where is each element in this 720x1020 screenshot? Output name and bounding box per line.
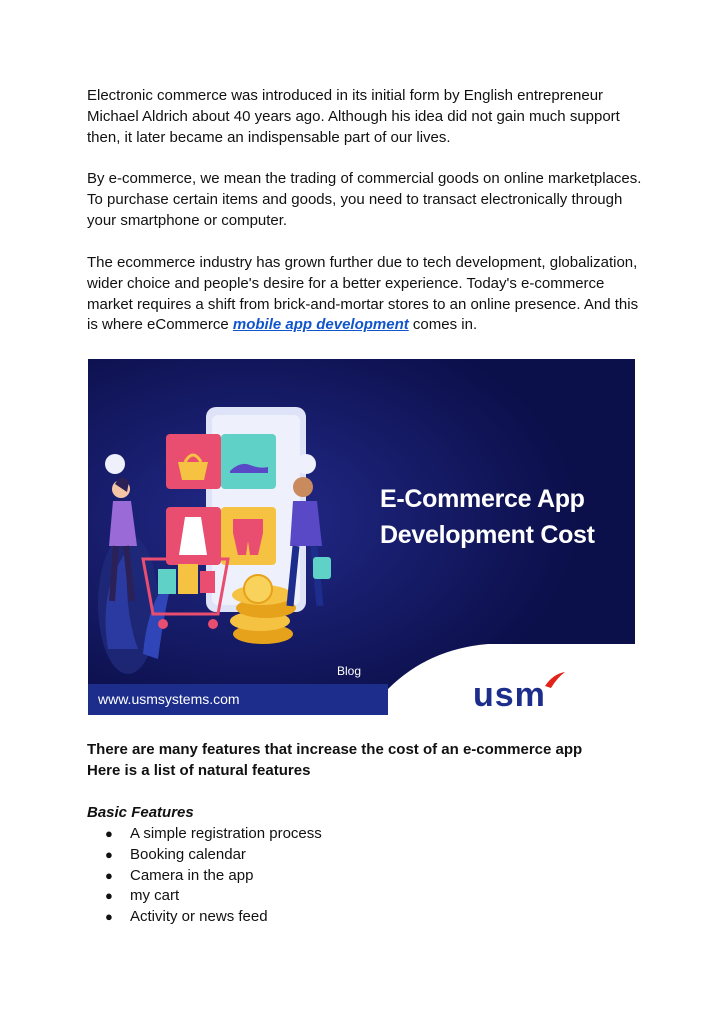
bullet-icon: ●	[105, 888, 113, 904]
feature-label: A simple registration process	[130, 825, 322, 842]
paragraph-definition: By e-commerce, we mean the trading of commercial goods on online marketplaces. To purchase certain items and goods, you need to transact electronically through your smartphone or computer.	[87, 170, 642, 229]
usm-logo	[473, 672, 583, 712]
intro-paragraph	[87, 86, 647, 148]
paragraph-industry-tail: comes in.	[408, 316, 478, 334]
definition-paragraph	[87, 169, 647, 231]
list-item	[105, 824, 322, 845]
features-heading-line-1: There are many features that increase the cost of an e-commerce app	[87, 741, 583, 758]
list-item	[105, 886, 322, 907]
bullet-icon: ●	[105, 867, 113, 883]
industry-paragraph	[87, 253, 647, 336]
features-heading-line-2: Here is a list of natural features	[87, 761, 311, 779]
website-url: www.usmsystems.com	[98, 691, 240, 707]
list-item	[105, 845, 322, 866]
basic-features-list	[105, 824, 322, 928]
bullet-icon: ●	[105, 826, 113, 841]
paragraph-industry	[87, 253, 647, 336]
banner-title-line-2: Development Cost	[380, 521, 595, 549]
mobile-app-development-link[interactable]: mobile app development	[232, 316, 409, 334]
feature-label: Camera in the app	[130, 866, 254, 884]
usm-logo-text: usm	[473, 676, 546, 714]
bullet-icon: ●	[105, 846, 113, 862]
feature-label: Activity or news feed	[130, 908, 268, 926]
blog-label: Blog	[337, 664, 362, 678]
feature-label: Booking calendar	[130, 845, 246, 863]
feature-label: my cart	[130, 887, 180, 905]
list-item	[105, 907, 322, 928]
list-item	[105, 866, 322, 887]
bullet-icon: ●	[105, 909, 113, 925]
banner-title-line-1: E-Commerce App	[380, 485, 585, 513]
basic-features-subheading: Basic Features	[87, 804, 194, 821]
paragraph-aldrich: Electronic commerce was introduced in its initial form by English entrepreneur Michael Aldrich about 40 years ago. Although his idea did not gain much support then, it later became an indispensable part of our lives.	[87, 87, 620, 146]
ecommerce-banner-image	[88, 359, 635, 715]
logo-swoosh-icon	[473, 672, 583, 712]
paragraph-industry-text: The ecommerce industry has grown further due to tech development, globalization, wider choice and people's desire for a better experience. Today's e-commerce market requires a shift from brick-and-mortar stores to an online presence. And this is where eCommerce	[87, 254, 639, 334]
features-heading	[87, 740, 647, 782]
